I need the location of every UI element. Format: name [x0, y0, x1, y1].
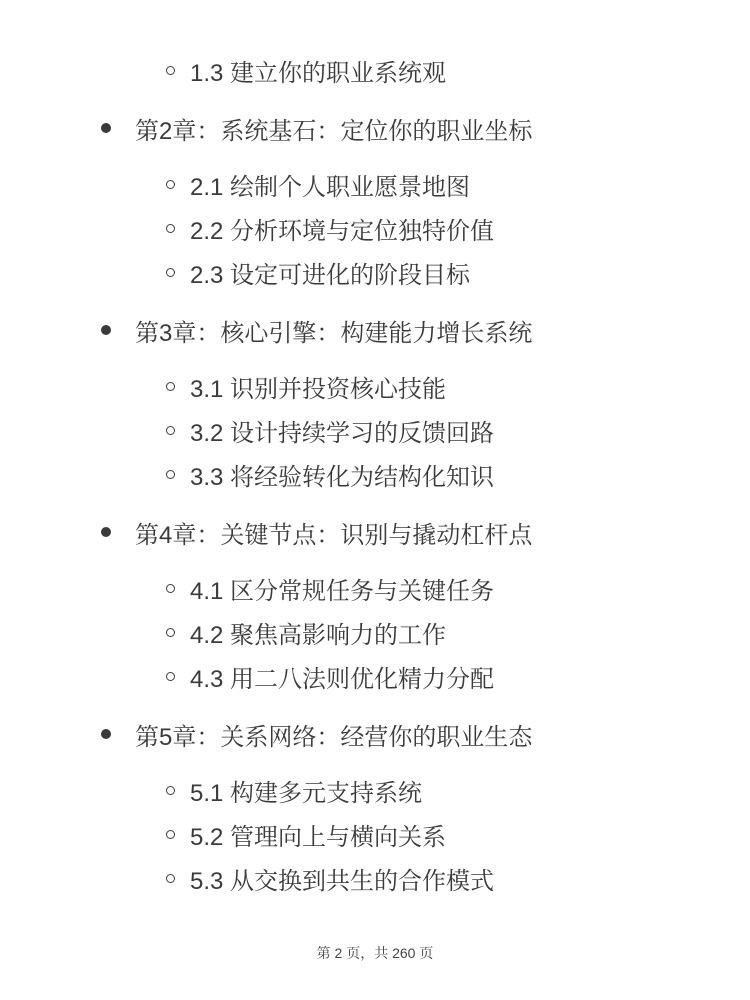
circle-bullet-icon	[166, 786, 175, 795]
section-label: 1.3 建立你的职业系统观	[190, 59, 447, 87]
chapter-title: 第2章：系统基石：定位你的职业坐标	[135, 117, 533, 145]
circle-bullet-icon	[166, 584, 175, 593]
circle-bullet-icon	[166, 268, 175, 277]
section-label: 3.3 将经验转化为结构化知识	[190, 463, 495, 491]
disc-bullet-icon	[101, 729, 111, 739]
circle-bullet-icon	[166, 224, 175, 233]
toc-chapter-item	[0, 712, 750, 756]
toc-section-item	[0, 250, 750, 294]
section-label: 3.2 设计持续学习的反馈回路	[190, 419, 495, 447]
circle-bullet-icon	[166, 66, 175, 75]
section-label: 5.1 构建多元支持系统	[190, 779, 423, 807]
toc-section-item	[0, 812, 750, 856]
toc-section-item	[0, 408, 750, 452]
toc-chapter-item	[0, 106, 750, 150]
toc-chapter-item	[0, 510, 750, 554]
chapter-title: 第5章：关系网络：经营你的职业生态	[135, 723, 533, 751]
section-label: 4.3 用二八法则优化精力分配	[190, 665, 495, 693]
circle-bullet-icon	[166, 628, 175, 637]
toc-section-item	[0, 206, 750, 250]
section-label: 2.1 绘制个人职业愿景地图	[190, 173, 471, 201]
toc-chapter-item	[0, 308, 750, 352]
toc-section-item	[0, 610, 750, 654]
chapter-title: 第4章：关键节点：识别与撬动杠杆点	[135, 521, 533, 549]
disc-bullet-icon	[101, 325, 111, 335]
toc-section-item	[0, 452, 750, 496]
section-label: 5.2 管理向上与横向关系	[190, 823, 447, 851]
toc-section-item	[0, 48, 750, 92]
section-label: 3.1 识别并投资核心技能	[190, 375, 447, 403]
toc-section-item	[0, 566, 750, 610]
page-number-indicator: 第 2 页，共 260 页	[316, 945, 434, 961]
section-label: 2.2 分析环境与定位独特价值	[190, 217, 495, 245]
circle-bullet-icon	[166, 180, 175, 189]
circle-bullet-icon	[166, 426, 175, 435]
circle-bullet-icon	[166, 874, 175, 883]
section-label: 4.2 聚焦高影响力的工作	[190, 621, 447, 649]
disc-bullet-icon	[101, 123, 111, 133]
toc-section-item	[0, 162, 750, 206]
toc-section-item	[0, 768, 750, 812]
circle-bullet-icon	[166, 382, 175, 391]
section-label: 4.1 区分常规任务与关键任务	[190, 577, 495, 605]
disc-bullet-icon	[101, 527, 111, 537]
toc-section-item	[0, 856, 750, 900]
toc-section-item	[0, 364, 750, 408]
toc-section-item	[0, 654, 750, 698]
circle-bullet-icon	[166, 830, 175, 839]
chapter-title: 第3章：核心引擎：构建能力增长系统	[135, 319, 533, 347]
circle-bullet-icon	[166, 470, 175, 479]
circle-bullet-icon	[166, 672, 175, 681]
section-label: 5.3 从交换到共生的合作模式	[190, 867, 495, 895]
section-label: 2.3 设定可进化的阶段目标	[190, 261, 471, 289]
